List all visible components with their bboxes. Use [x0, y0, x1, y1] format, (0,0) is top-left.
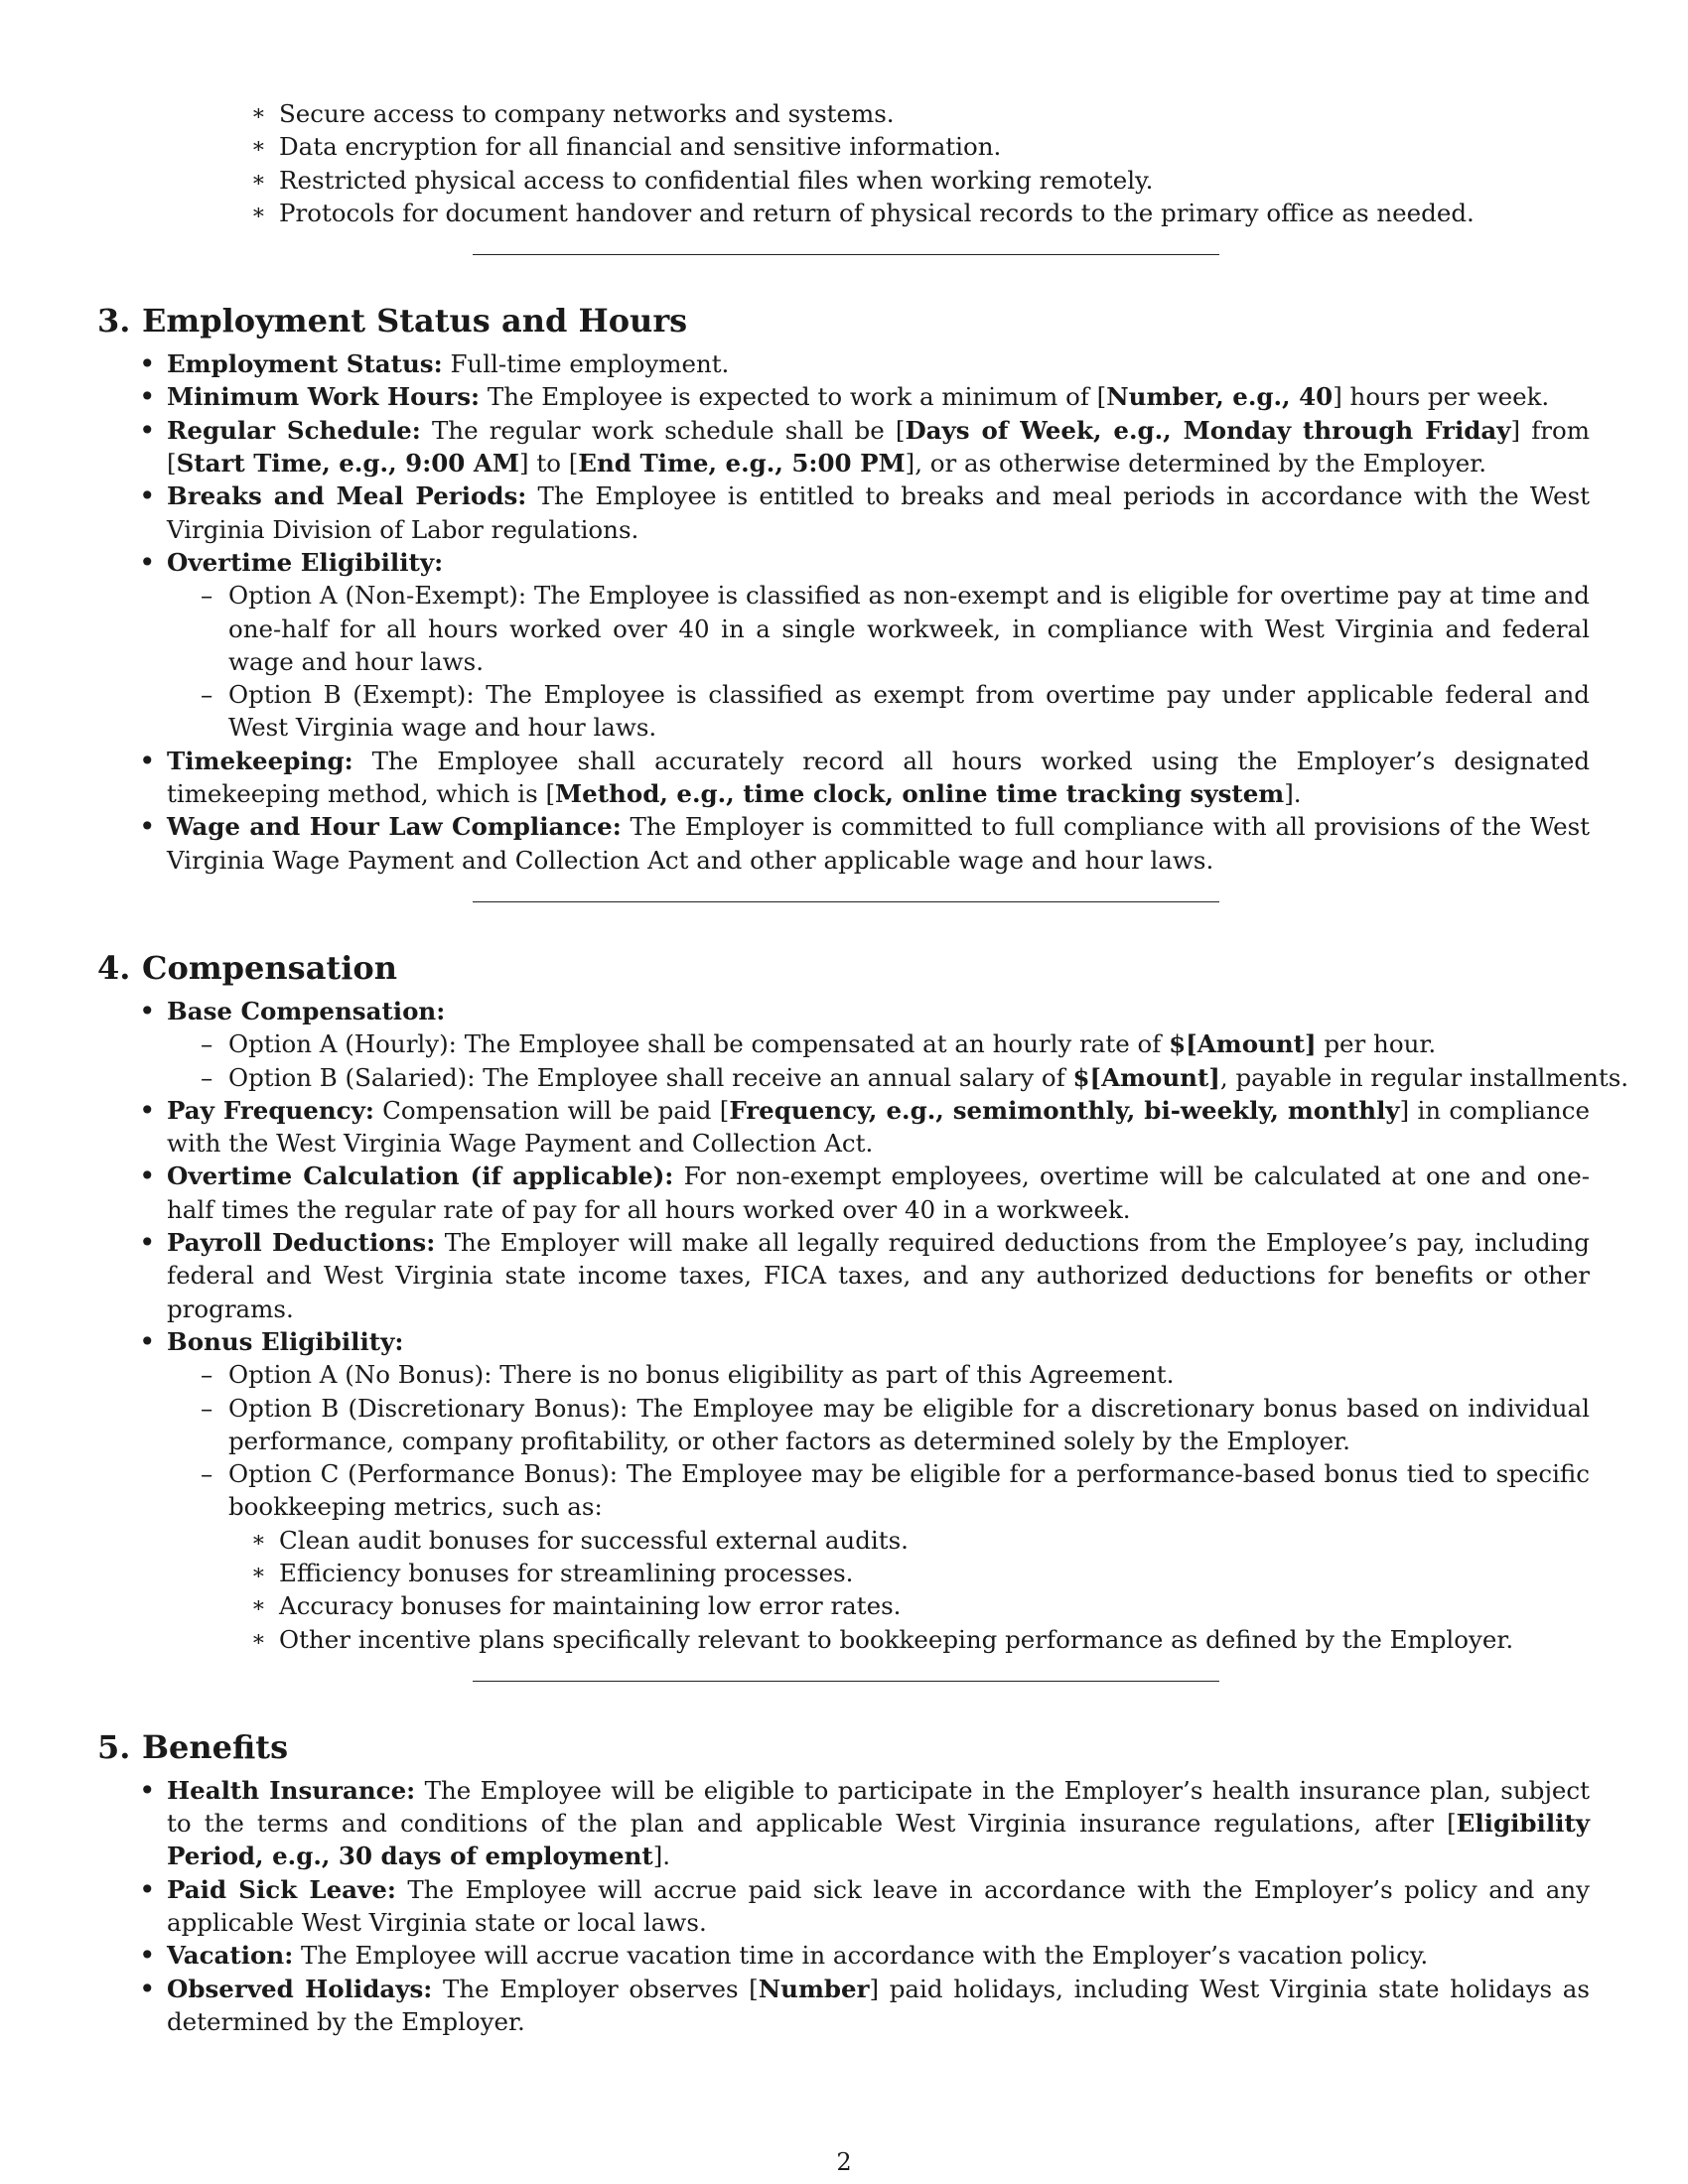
- bullet-icon: •: [139, 1226, 156, 1260]
- list-item-base-compensation: • Base Compensation:: [139, 994, 446, 1027]
- section-5-list: [97, 1774, 1590, 2038]
- bullet-icon: •: [139, 1773, 156, 1807]
- section-4-heading: 4. Compensation: [97, 948, 397, 987]
- asterisk-bullet-icon: ∗: [251, 101, 266, 126]
- section-divider: [473, 901, 1219, 902]
- list-item-option: – Option A (No Bonus): There is no bonus eligibility as part of this Agreement.: [97, 1358, 1590, 1391]
- list-item-vacation: • Vacation: The Employee will accrue vacation time in accordance with the Employer’s vacation policy.: [139, 1939, 1429, 1973]
- asterisk-bullet-icon: ∗: [251, 1527, 266, 1553]
- dash-bullet-icon: –: [201, 1459, 213, 1489]
- list-item-payroll-deductions: • Payroll Deductions: The Employer will make all legally required deductions from the Employee’s pay, including federal and West Virginia state income taxes, FICA taxes, and any authorized deductions for benefits or other programs.: [139, 1226, 1590, 1323]
- list-item-holidays: • Observed Holidays: The Employer observes [Number] paid holidays, including West Virginia state holidays as determined by the Employer.: [139, 1972, 1590, 2036]
- section-4-list: [97, 994, 1629, 1656]
- list-item-employment-status: • Employment Status: Full-time employment.: [139, 347, 730, 381]
- list-item: ∗ Data encryption for all financial and sensitive information.: [97, 130, 1590, 163]
- list-item: ∗ Protocols for document handover and return of physical records to the primary office as needed.: [97, 197, 1590, 229]
- asterisk-bullet-icon: ∗: [251, 167, 266, 193]
- asterisk-bullet-icon: ∗: [251, 1560, 266, 1585]
- list-item-regular-schedule: • Regular Schedule: The regular work schedule shall be [Days of Week, e.g., Monday through Friday] from [Start Time, e.g., 9:00 AM] to [End Time, e.g., 5:00 PM], or as otherwise determined by the Employer.: [139, 413, 1590, 478]
- list-item-minimum-hours: • Minimum Work Hours: The Employee is expected to work a minimum of [Number, e.g., 40] hours per week.: [139, 380, 1550, 414]
- asterisk-bullet-icon: ∗: [251, 1593, 266, 1619]
- bullet-icon: •: [139, 994, 156, 1027]
- section-3-heading: 3. Employment Status and Hours: [97, 302, 688, 341]
- list-item-breaks: • Breaks and Meal Periods: The Employee is entitled to breaks and meal periods in accordance with the West Virginia Division of Labor regulations.: [139, 479, 1590, 544]
- list-item: ∗ Clean audit bonuses for successful external audits.: [97, 1524, 1590, 1557]
- list-item-option: – Option B (Discretionary Bonus): The Employee may be eligible for a discretionary bonus based on individual performance, company profitability, or other factors as determined solely by the Employer.: [201, 1393, 1590, 1455]
- page-number: 2: [836, 2148, 852, 2176]
- bullet-icon: •: [139, 1972, 156, 2005]
- intro-list: [97, 97, 1590, 229]
- list-item-option: – Option C (Performance Bonus): The Employee may be eligible for a performance-based bonus tied to specific bookkeeping metrics, such as:: [201, 1459, 1590, 1522]
- dash-bullet-icon: –: [201, 1393, 213, 1423]
- bullet-icon: •: [139, 1872, 156, 1906]
- dash-bullet-icon: –: [201, 581, 213, 611]
- bullet-icon: •: [139, 1093, 156, 1127]
- list-item-wage-compliance: • Wage and Hour Law Compliance: The Employer is committed to full compliance with all provisions of the West Virginia Wage Payment and Collection Act and other applicable wage and hour laws.: [139, 810, 1590, 875]
- section-5-heading: 5. Benefits: [97, 1727, 289, 1766]
- dash-bullet-icon: –: [201, 1062, 213, 1092]
- dash-bullet-icon: –: [201, 680, 213, 710]
- list-item-option: – Option B (Exempt): The Employee is classified as exempt from overtime pay under applicable federal and West Virginia wage and hour laws.: [201, 680, 1590, 743]
- list-item-sick-leave: • Paid Sick Leave: The Employee will accrue paid sick leave in accordance with the Employer’s policy and any applicable West Virginia state or local laws.: [139, 1872, 1590, 1938]
- bullet-icon: •: [139, 413, 156, 447]
- list-item-pay-frequency: • Pay Frequency: Compensation will be paid [Frequency, e.g., semimonthly, bi-weekly, monthly] in compliance with the West Virginia Wage Payment and Collection Act.: [139, 1093, 1590, 1159]
- list-item-timekeeping: • Timekeeping: The Employee shall accurately record all hours worked using the Employer’s designated timekeeping method, which is [Method, e.g., time clock, online time tracking system].: [139, 744, 1590, 809]
- list-item: ∗ Other incentive plans specifically relevant to bookkeeping performance as defined by the Employer.: [97, 1623, 1590, 1656]
- section-divider: [473, 254, 1219, 255]
- bullet-icon: •: [139, 1160, 156, 1193]
- bullet-icon: •: [139, 744, 156, 777]
- list-item-option: – Option A (Non-Exempt): The Employee is classified as non-exempt and is eligible for overtime pay at time and one-half for all hours worked over 40 in a single workweek, in compliance with West Virginia and federal wage and hour laws.: [201, 581, 1590, 676]
- list-item-bonus-eligibility: • Bonus Eligibility:: [139, 1324, 404, 1358]
- list-item: ∗ Secure access to company networks and systems.: [97, 97, 1590, 130]
- asterisk-bullet-icon: ∗: [251, 134, 266, 160]
- bullet-icon: •: [139, 545, 156, 579]
- page-content: [97, 97, 1629, 2038]
- section-divider: [473, 1681, 1219, 1682]
- bullet-icon: •: [139, 380, 156, 414]
- bullet-icon: •: [139, 810, 156, 844]
- list-item: ∗ Accuracy bonuses for maintaining low error rates.: [97, 1589, 1590, 1622]
- list-item-overtime-eligibility: • Overtime Eligibility:: [139, 545, 444, 579]
- dash-bullet-icon: –: [201, 1029, 213, 1059]
- list-item-option: – Option B (Salaried): The Employee shall receive an annual salary of $[Amount], payable in regular installments.: [97, 1061, 1590, 1094]
- list-item-option: – Option A (Hourly): The Employee shall be compensated at an hourly rate of $[Amount] per hour.: [97, 1027, 1590, 1060]
- bullet-icon: •: [139, 479, 156, 513]
- list-item: ∗ Restricted physical access to confidential files when working remotely.: [97, 164, 1590, 197]
- dash-bullet-icon: –: [201, 1360, 213, 1390]
- list-item: ∗ Efficiency bonuses for streamlining processes.: [97, 1557, 1590, 1589]
- asterisk-bullet-icon: ∗: [251, 1626, 266, 1652]
- bullet-icon: •: [139, 1324, 156, 1358]
- list-item-overtime-calculation: • Overtime Calculation (if applicable): For non-exempt employees, overtime will be calculated at one and one-half times the regular rate of pay for all hours worked over 40 in a workweek.: [139, 1160, 1591, 1224]
- bullet-icon: •: [139, 347, 156, 381]
- list-item-health-insurance: • Health Insurance: The Employee will be eligible to participate in the Employer’s health insurance plan, subject to the terms and conditions of the plan and applicable West Virginia insurance regulations, after [Eligibility Period, e.g., 30 days of employment].: [139, 1773, 1591, 1871]
- section-3-list: [97, 347, 1590, 877]
- asterisk-bullet-icon: ∗: [251, 200, 266, 225]
- bullet-icon: •: [139, 1939, 156, 1973]
